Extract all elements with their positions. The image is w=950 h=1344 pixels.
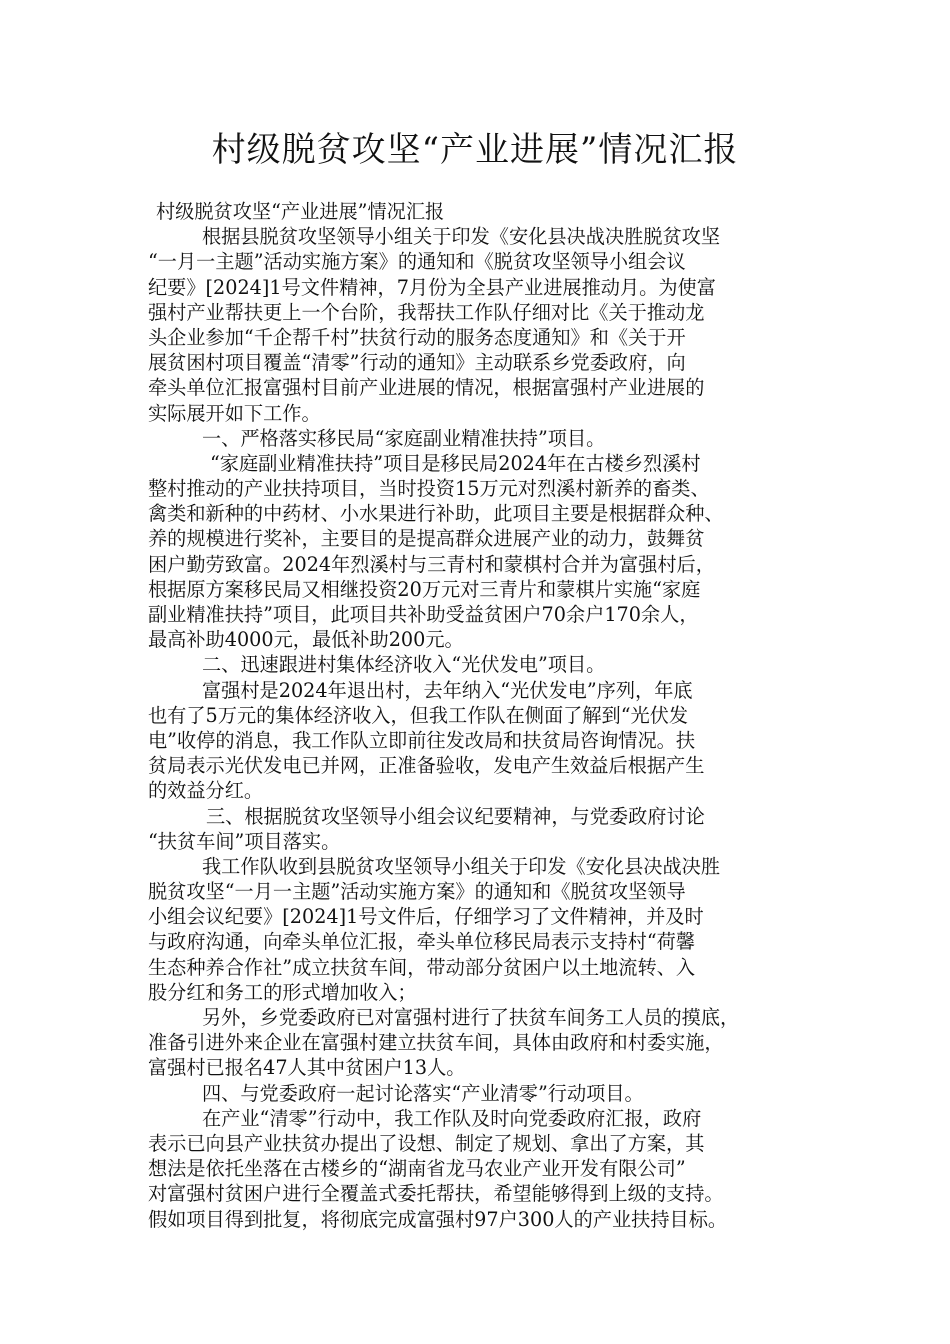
paragraph-line: “一月一主题”活动实施方案》的通知和《脱贫攻坚领导小组会议 (148, 250, 686, 274)
paragraph-line: 富强村是2024年退出村，去年纳入“光伏发电”序列，年底 (202, 678, 693, 702)
paragraph-line: 禽类和新种的中药材、小水果进行补助，此项目主要是根据群众种、 (148, 502, 724, 526)
paragraph-line: 想法是依托坐落在古楼乡的“湖南省龙马农业产业开发有限公司” (148, 1157, 686, 1181)
paragraph-line: 牵头单位汇报富强村目前产业进展的情况，根据富强村产业进展的 (148, 376, 705, 400)
paragraph-line: 也有了5万元的集体经济收入，但我工作队在侧面了解到“光伏发 (148, 703, 689, 727)
paragraph-line: 最高补助4000元，最低补助200元。 (148, 628, 464, 652)
paragraph-line: 小组会议纪要》[2024]1号文件后，仔细学习了文件精神，并及时 (148, 905, 704, 929)
paragraph-line: 纪要》[2024]1号文件精神，7月份为全县产业进展推动月。为使富 (148, 275, 716, 299)
paragraph-line: 生态种养合作社”成立扶贫车间，带动部分贫困户以土地流转、入 (148, 955, 696, 979)
paragraph-line: 的效益分红。 (148, 779, 264, 803)
paragraph-line: 对富强村贫困户进行全覆盖式委托帮扶，希望能够得到上级的支持。 (148, 1182, 724, 1206)
paragraph-line: 表示已向县产业扶贫办提出了设想、制定了规划、拿出了方案，其 (148, 1131, 705, 1155)
section-heading: “扶贫车间”项目落实。 (148, 829, 341, 853)
paragraph-line: 股分红和务工的形式增加收入； (148, 980, 417, 1004)
paragraph-line: 困户勤劳致富。2024年烈溪村与三青村和蒙棋村合并为富强村后， (148, 552, 715, 576)
paragraph-line: 实际展开如下工作。 (148, 401, 321, 425)
paragraph-line: 另外，乡党委政府已对富强村进行了扶贫车间务工人员的摸底， (202, 1006, 740, 1029)
paragraph-line: 整村推动的产业扶持项目，当时投资15万元对烈溪村新养的畜类、 (148, 477, 710, 501)
body-subtitle: 村级脱贫攻坚“产业进展”情况汇报 (156, 200, 445, 223)
document-title: 村级脱贫攻坚“产业进展”情况汇报 (211, 130, 739, 170)
section-heading: 四、与党委政府一起讨论落实“产业清零”行动项目。 (202, 1081, 644, 1105)
paragraph-line: 展贫困村项目覆盖“清零”行动的通知》主动联系乡党委政府，向 (148, 351, 686, 375)
paragraph-line: 电”收停的消息，我工作队立即前往发改局和扶贫局咨询情况。扶 (148, 728, 696, 752)
paragraph-line: 准备引进外来企业在富强村建立扶贫车间，具体由政府和村委实施， (148, 1031, 724, 1055)
paragraph-line: 我工作队收到县脱贫攻坚领导小组关于印发《安化县决战决胜 (202, 854, 721, 878)
paragraph-line: “家庭副业精准扶持”项目是移民局2024年在古楼乡烈溪村 (210, 451, 701, 475)
paragraph-line: 脱贫攻坚“一月一主题”活动实施方案》的通知和《脱贫攻坚领导 (148, 880, 686, 904)
paragraph-line: 养的规模进行奖补，主要目的是提高群众进展产业的动力，鼓舞贫 (148, 527, 705, 551)
paragraph-line: 与政府沟通，向牵头单位汇报，牵头单位移民局表示支持村“荷馨 (148, 930, 696, 954)
section-heading: 三、根据脱贫攻坚领导小组会议纪要精神，与党委政府讨论 (206, 804, 705, 828)
document-body (148, 199, 824, 1232)
section-heading: 一、严格落实移民局“家庭副业精准扶持”项目。 (202, 426, 606, 450)
paragraph-line: 强村产业帮扶更上一个台阶，我帮扶工作队仔细对比《关于推动龙 (148, 300, 705, 324)
paragraph-line: 根据县脱贫攻坚领导小组关于印发《安化县决战决胜脱贫攻坚 (202, 225, 721, 249)
paragraph-line: 在产业“清零”行动中，我工作队及时向党委政府汇报，政府 (202, 1106, 702, 1130)
section-heading: 二、迅速跟进村集体经济收入“光伏发电”项目。 (202, 653, 606, 677)
paragraph-line: 根据原方案移民局又相继投资20万元对三青片和蒙棋片实施“家庭 (148, 577, 701, 601)
paragraph-line: 假如项目得到批复，将彻底完成富强村97户300人的产业扶持目标。 (148, 1207, 728, 1231)
paragraph-line: 富强村已报名47人其中贫困户13人。 (148, 1056, 466, 1080)
paragraph-line: 头企业参加“千企帮千村”扶贫行动的服务态度通知》和《关于开 (148, 325, 686, 349)
paragraph-line: 贫局表示光伏发电已并网，正准备验收，发电产生效益后根据产生 (148, 754, 705, 778)
paragraph-line: 副业精准扶持”项目，此项目共补助受益贫困户70余户170余人， (148, 603, 699, 626)
